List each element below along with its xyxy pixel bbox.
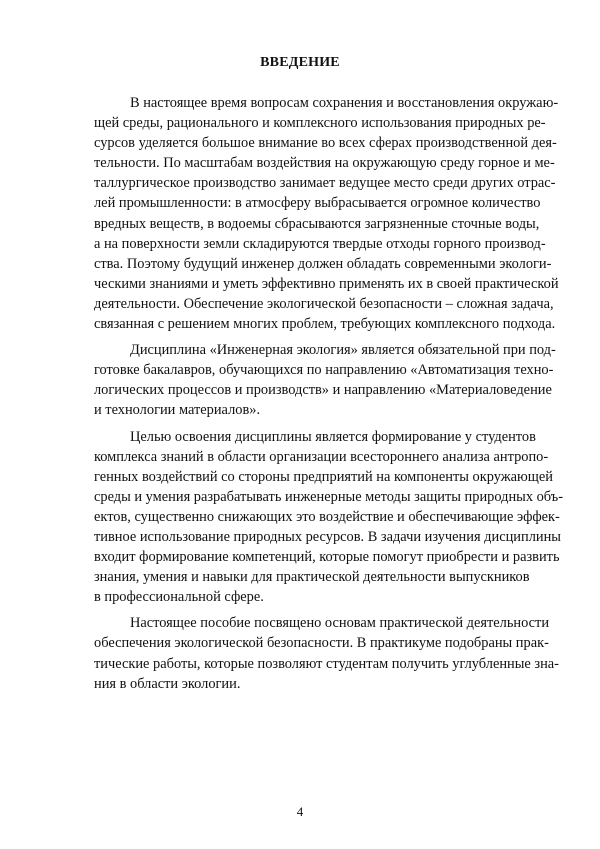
body-text <box>94 93 564 700</box>
text-line: В настоящее время вопросам сохранения и восстановления окружаю- <box>130 95 559 111</box>
text-line: Дисциплина «Инженерная экология» является обязательной при под- <box>130 342 556 359</box>
text-line: тические работы, которые позволяют студентам получить углубленные зна- <box>94 655 559 672</box>
text-line: ства. Поэтому будущий инженер должен обладать современными экологи- <box>94 255 552 272</box>
page-number: 4 <box>296 804 304 819</box>
text-line: щей среды, рационального и комплексного использования природных ре- <box>94 115 546 132</box>
text-line: тельности. По масштабам воздействия на окружающую среду горное и ме- <box>94 155 555 172</box>
text-line: вредных веществ, в водоемы сбрасываются загрязненные сточные воды, <box>94 215 540 232</box>
paragraph-intro <box>94 93 559 334</box>
text-line: генных воздействий со стороны предприятий на компоненты окружающей <box>94 468 553 485</box>
text-line: ческими знаниями и уметь эффективно применять их в своей практической <box>94 275 559 292</box>
text-line: и технологии материалов». <box>94 402 261 419</box>
text-line: Целью освоения дисциплины является формирование у студентов <box>130 428 536 445</box>
text-line: ектов, существенно снижающих это воздействие и обеспечивающие эффек- <box>94 508 560 525</box>
text-line: деятельности. Обеспечение экологической безопасности – сложная задача, <box>94 295 554 312</box>
text-line: в профессиональной сфере. <box>94 589 264 606</box>
text-line: входит формирование компетенций, которые помогут приобрести и развить <box>94 549 560 566</box>
page-title: ВВЕДЕНИЕ <box>260 55 340 70</box>
text-line: ния в области экологии. <box>94 675 241 692</box>
text-line: а на поверхности земли складируются твердые отходы горного производ- <box>94 235 546 252</box>
paragraph-discipline <box>94 340 556 420</box>
text-line: среды и умения разрабатывать инженерные методы защиты природных объ- <box>94 488 564 505</box>
text-line: тивное использование природных ресурсов. В задачи изучения дисциплины <box>94 528 561 545</box>
text-line: лей промышленности: в атмосферу выбрасывается огромное количество <box>94 195 541 212</box>
text-line: знания, умения и навыки для практической деятельности выпускников <box>94 569 530 586</box>
text-line: логических процессов и производств» и направлению «Материаловедение <box>94 382 552 399</box>
paragraph-manual <box>94 613 559 693</box>
text-line: Настоящее пособие посвящено основам практической деятельности <box>130 615 550 632</box>
text-line: готовке бакалавров, обучающихся по направлению «Автоматизация техно- <box>94 362 554 379</box>
paragraph-goals <box>94 427 564 608</box>
text-line: сурсов уделяется большое внимание во всех сферах производственной дея- <box>94 135 557 152</box>
text-line: обеспечения экологической безопасности. В практикуме подобраны прак- <box>94 635 549 652</box>
text-line: таллургическое производство занимает ведущее место среди других отрас- <box>94 175 556 192</box>
text-line: связанная с решением многих проблем, требующих комплексного подхода. <box>94 316 556 333</box>
text-line: комплекса знаний в области организации всестороннего анализа антропо- <box>94 448 549 465</box>
